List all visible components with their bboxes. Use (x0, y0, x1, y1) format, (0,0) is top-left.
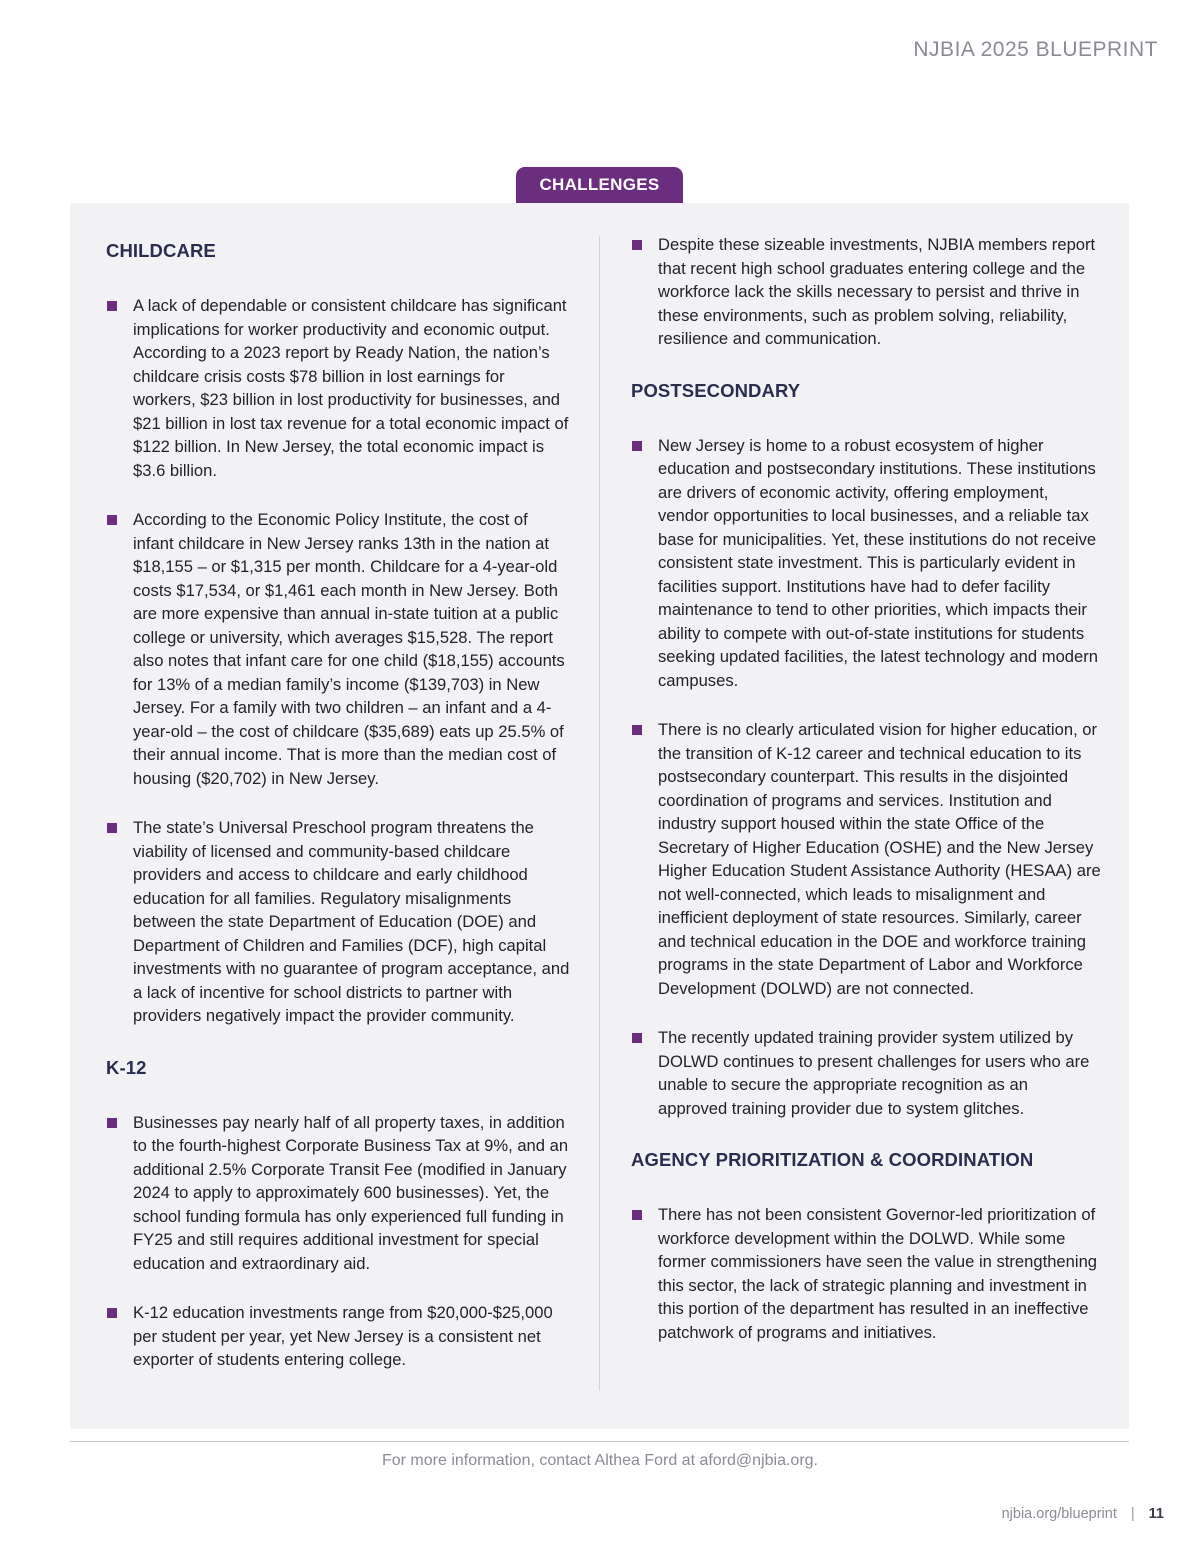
bullet-square-icon (107, 301, 117, 311)
bullet-text: New Jersey is home to a robust ecosystem of higher education and postsecondary institutions. These institutions are drivers of economic activity, offering employment, vendor opportunities to local businesses, and a reliable tax base for municipalities. Yet, these institutions do not receive consistent state investment. This is particularly evident in facilities support. Institutions have had to defer facility maintenance to tend to other priorities, which impacts their ability to compete with out-of-state institutions for students seeking updated facilities, the latest technology and modern campuses. (658, 435, 1099, 690)
footer-contact: For more information, contact Althea Ford at aford@njbia.org. (381, 1452, 818, 1469)
footer-separator: | (1130, 1506, 1135, 1522)
bullet-text: There has not been consistent Governor-led prioritization of workforce development within the DOLWD. While some former commissioners have seen the value in strengthening this sector, the lack of strategic planning and investment in this portion of the department has resulted in an ineffective patchwork of programs and initiatives. (658, 1205, 1098, 1342)
page-number: 11 (1148, 1506, 1164, 1522)
bullet-text: K-12 education investments range from $20,000-$25,000 per student per year, yet New Jersey is a consistent net exporter of students entering college. (133, 1303, 553, 1369)
bullet-text: A lack of dependable or consistent childcare has significant implications for worker productivity and economic output. According to a 2023 report by Ready Nation, the nation’s childcare crisis costs $78 billion in lost earnings for workers, $23 billion in lost productivity for businesses, and $21 billion in lost tax revenue for a total economic impact of $122 billion. In New Jersey, the total economic impact is $3.6 billion. (133, 296, 569, 480)
bullet-square-icon (632, 1033, 642, 1043)
bullet-text: According to the Economic Policy Institute, the cost of infant childcare in New Jersey ranks 13th in the nation at $18,155 – or $1,315 per month. Childcare for a 4-year-old costs $17,534, or $1,461 each month in New Jersey. Both are more expensive than annual in-state tuition at a public college or university, which averages $15,528. The report also notes that infant care for one child ($18,155) accounts for 13% of a median family’s income ($139,703) in New Jersey. For a family with two children – an infant and a 4-year-old – the cost of childcare ($35,689) eats up 25.5% of their annual income. That is more than the median cost of housing ($20,702) in New Jersey. (133, 510, 565, 788)
column-divider (599, 236, 600, 1391)
bullet-text: Businesses pay nearly half of all property taxes, in addition to the fourth-highest Corporate Business Tax at 9%, and an additional 2.5% Corporate Transit Fee (modified in January 2024 to apply to approximately 600 businesses). Yet, the school funding formula has only experienced full funding in FY25 and still requires additional investment for special education and extraordinary aid. (133, 1112, 569, 1273)
bullet-text: Despite these sizeable investments, NJBIA members report that recent high school graduates entering college and the workforce lack the skills necessary to persist and thrive in these environments, such as problem solving, reliability, resilience and communication. (658, 235, 1096, 348)
footer-divider (70, 1441, 1129, 1442)
section-heading-agency-prioritization: AGENCY PRIORITIZATION & COORDINATION (631, 1149, 1034, 1170)
list-item (631, 233, 1101, 351)
left-column (106, 237, 571, 1398)
document-title: NJBIA 2025 BLUEPRINT (913, 38, 1158, 61)
bullet-text: There is no clearly articulated vision for higher education, or the transition of K-12 career and technical education to its postsecondary counterpart. This results in the disjointed coordination of programs and services. Institution and industry support housed within the state Office of the Secretary of Higher Education (OSHE) and the New Jersey Higher Education Student Assistance Authority (HESAA) are not well-connected, which leads to misalignment and inefficient deployment of state resources. Similarly, career and technical education in the DOE and workforce training programs in the state Department of Labor and Workforce Development (DOLWD) are not connected. (658, 720, 1101, 998)
list-item (631, 1026, 1101, 1120)
bullet-square-icon (107, 1308, 117, 1318)
footer-url[interactable]: njbia.org/blueprint (1001, 1506, 1117, 1522)
bullet-square-icon (107, 823, 117, 833)
list-item (106, 816, 571, 1028)
list-item (106, 1301, 571, 1372)
bullet-square-icon (632, 1210, 642, 1220)
list-item (631, 718, 1101, 1000)
list-item (106, 294, 571, 482)
bullet-text: The recently updated training provider system utilized by DOLWD continues to present challenges for users who are unable to secure the appropriate recognition as an approved training provider due to system glitches. (658, 1028, 1090, 1118)
bullet-square-icon (107, 1118, 117, 1128)
right-column (631, 233, 1101, 1370)
bullet-square-icon (632, 240, 642, 250)
bullet-square-icon (632, 441, 642, 451)
page-footer (1002, 1506, 1164, 1522)
list-item (631, 434, 1101, 693)
challenges-tab: CHALLENGES (516, 167, 683, 203)
bullet-square-icon (632, 725, 642, 735)
list-item (631, 1203, 1101, 1344)
section-heading-k12: K-12 (106, 1056, 147, 1078)
bullet-square-icon (107, 515, 117, 525)
list-item (106, 508, 571, 790)
section-heading-childcare: CHILDCARE (106, 240, 216, 261)
bullet-text: The state’s Universal Preschool program threatens the viability of licensed and community-based childcare providers and access to childcare and early childhood education for all families. Regulatory misalignments between the state Department of Education (DOE) and Department of Children and Families (DCF), high capital investments with no guarantee of program acceptance, and a lack of incentive for school districts to partner with providers negatively impact the provider community. (133, 818, 570, 1025)
section-heading-postsecondary: POSTSECONDARY (631, 379, 801, 401)
list-item (106, 1111, 571, 1276)
